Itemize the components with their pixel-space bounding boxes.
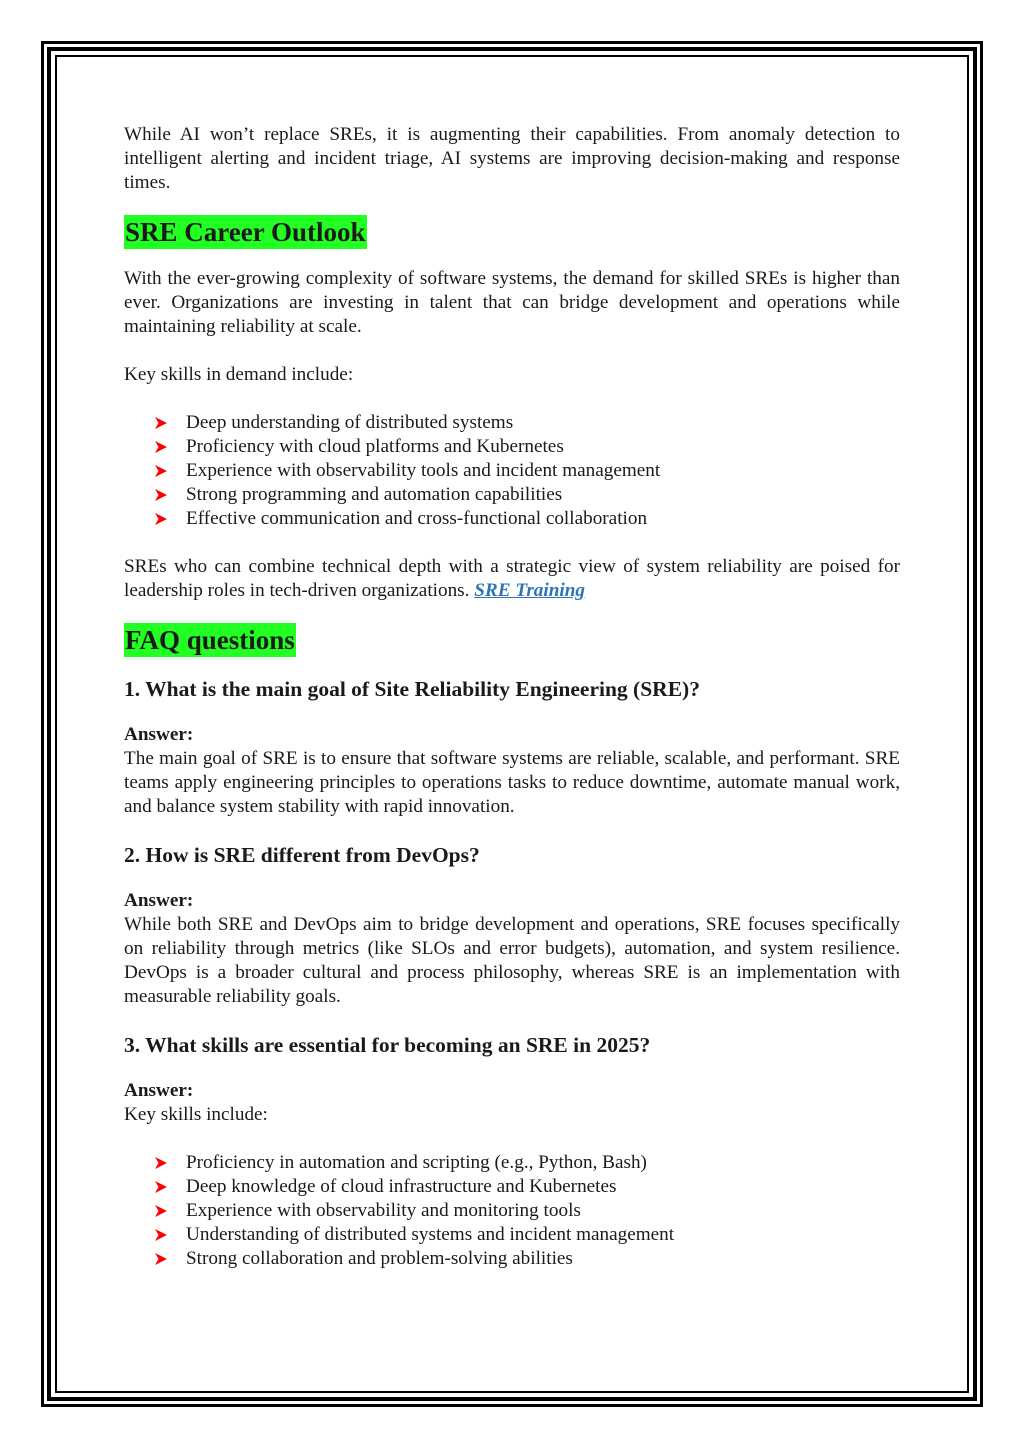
faq-answer-2: While both SRE and DevOps aim to bridge development and operations, SRE focuses specifically on reliability through metrics (like SLOs and error budgets), automation, and system resilience. DevOps is a broader cultural and process philosophy, whereas SRE is an implementation with measurable reliability goals. — [124, 914, 900, 1007]
faq-section-title: FAQ questions — [125, 625, 295, 655]
faq-heading-row — [124, 623, 900, 657]
arrow-bullet-icon — [155, 417, 167, 429]
list-item — [155, 459, 900, 483]
faq-question-3: 3. What skills are essential for becoming an SRE in 2025? — [124, 1033, 651, 1057]
list-item-text: Effective communication and cross-functional collaboration — [186, 508, 648, 529]
faq-answer-label: Answer: — [124, 890, 194, 911]
faq-answer-label: Answer: — [124, 724, 194, 745]
list-item-text: Proficiency in automation and scripting (e.g., Python, Bash) — [186, 1152, 647, 1173]
list-item-text: Understanding of distributed systems and incident management — [186, 1224, 675, 1245]
arrow-bullet-icon — [155, 1253, 167, 1265]
page-content — [124, 123, 900, 1271]
list-item — [155, 435, 900, 459]
list-item-text: Proficiency with cloud platforms and Kubernetes — [186, 436, 564, 457]
list-item — [155, 411, 900, 435]
arrow-bullet-icon — [155, 1205, 167, 1217]
list-item — [155, 507, 900, 531]
career-paragraph: With the ever-growing complexity of software systems, the demand for skilled SREs is higher than ever. Organizations are investing in talent that can bridge development and operations while maintaining reliability at scale. — [124, 268, 900, 337]
career-skills-list — [124, 411, 900, 531]
faq-answer-label: Answer: — [124, 1080, 194, 1101]
faq-answer-3: Key skills include: — [124, 1104, 268, 1125]
list-item-text: Strong programming and automation capabilities — [186, 484, 563, 505]
list-item — [155, 483, 900, 507]
list-item-text: Experience with observability and monitoring tools — [186, 1200, 581, 1221]
list-item-text: Experience with observability tools and incident management — [186, 460, 661, 481]
arrow-bullet-icon — [155, 1157, 167, 1169]
arrow-bullet-icon — [155, 441, 167, 453]
list-item-text: Strong collaboration and problem-solving abilities — [186, 1248, 573, 1269]
faq-question-2: 2. How is SRE different from DevOps? — [124, 843, 480, 867]
career-closing-paragraph — [124, 555, 900, 603]
arrow-bullet-icon — [155, 1181, 167, 1193]
list-item — [155, 1199, 900, 1223]
list-item — [155, 1151, 900, 1175]
list-item — [155, 1175, 900, 1199]
faq-question-1: 1. What is the main goal of Site Reliability Engineering (SRE)? — [124, 677, 700, 701]
arrow-bullet-icon — [155, 1229, 167, 1241]
list-item-text: Deep knowledge of cloud infrastructure and Kubernetes — [186, 1176, 617, 1197]
list-item — [155, 1247, 900, 1271]
arrow-bullet-icon — [155, 465, 167, 477]
faq-skills-list — [124, 1151, 900, 1271]
career-section-title: SRE Career Outlook — [125, 217, 366, 247]
intro-paragraph: While AI won’t replace SREs, it is augmenting their capabilities. From anomaly detection to intelligent alerting and incident triage, AI systems are improving decision-making and response times. — [124, 124, 900, 193]
list-item — [155, 1223, 900, 1247]
skills-intro: Key skills in demand include: — [124, 364, 354, 385]
arrow-bullet-icon — [155, 513, 167, 525]
career-closing-text: SREs who can combine technical depth with a strategic view of system reliability are poised for leadership roles in tech-driven organizations. — [124, 556, 900, 601]
list-item-text: Deep understanding of distributed systems — [186, 412, 514, 433]
faq-answer-1: The main goal of SRE is to ensure that software systems are reliable, scalable, and performant. SRE teams apply engineering principles to operations tasks to reduce downtime, automate manual work, and balance system stability with rapid innovation. — [124, 748, 900, 817]
arrow-bullet-icon — [155, 489, 167, 501]
sre-training-link[interactable]: SRE Training — [474, 580, 585, 601]
career-heading-row — [124, 215, 900, 249]
